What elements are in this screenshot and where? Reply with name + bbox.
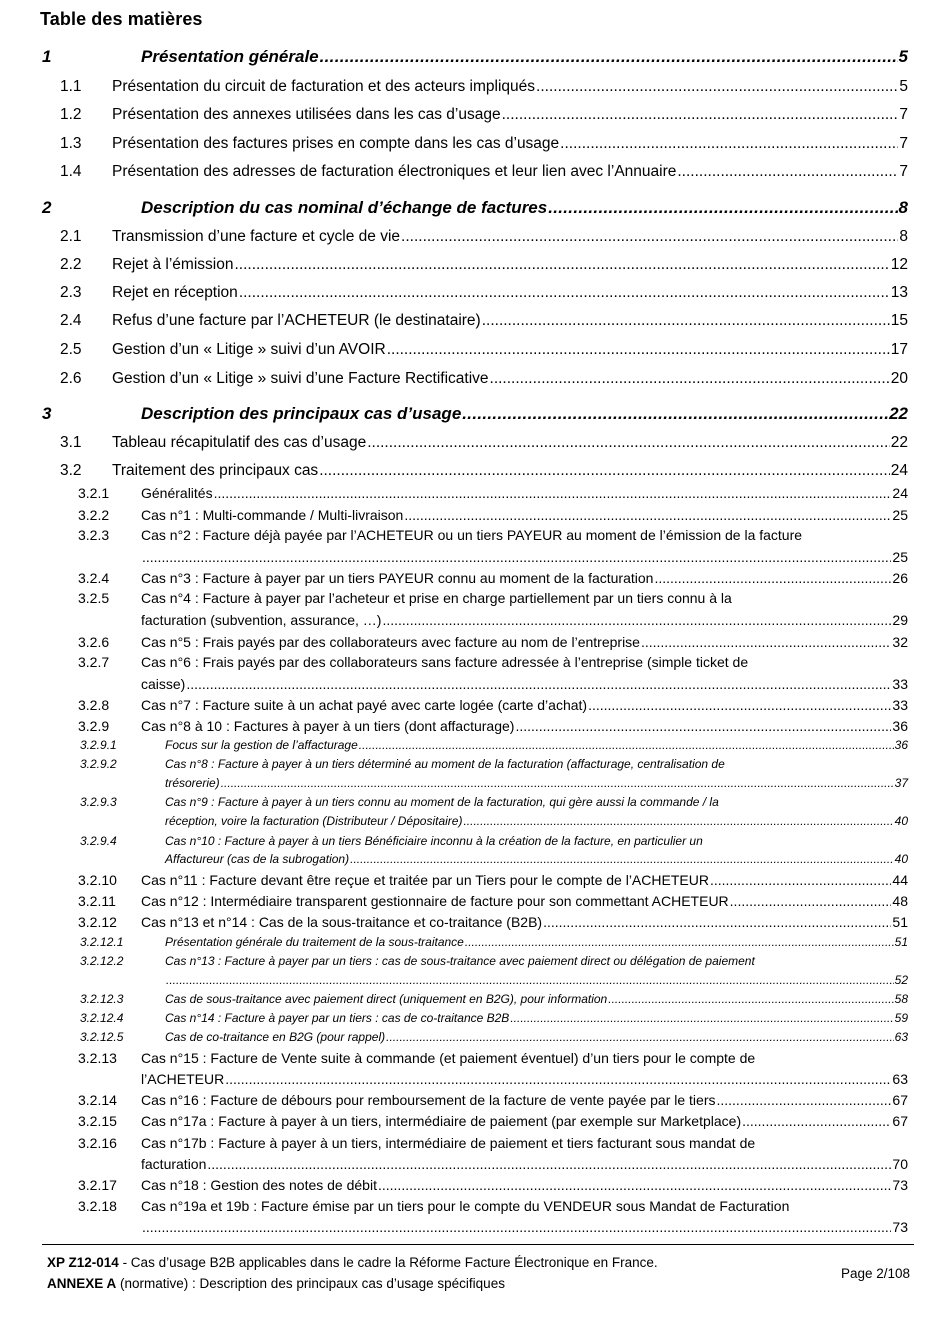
toc-entry-number: 3.2.17 [78, 1177, 117, 1193]
toc-leader-dots [221, 776, 894, 790]
toc-entry-number: 3.2.10 [78, 872, 117, 888]
toc-entry-page: 51 [894, 935, 908, 949]
toc-entry-number: 2.4 [60, 312, 82, 329]
toc-leader-dots [536, 78, 898, 96]
toc-entry-number: 2 [42, 198, 52, 217]
toc-entry-number: 3.2.2 [78, 507, 110, 523]
toc-entry-page: 59 [894, 1011, 908, 1025]
toc-entry-page: 51 [892, 914, 908, 930]
toc-entry-page: 26 [892, 570, 908, 586]
toc-entry-title: Cas n°9 : Facture à payer à un tiers connu au moment de la facturation, qui gère aussi la commande / la [165, 795, 719, 809]
toc-leader-dots [463, 814, 893, 828]
toc-entry-number: 3.2.4 [78, 570, 110, 586]
page-number: Page 2/108 [840, 1266, 910, 1281]
toc-leader-dots [225, 1071, 891, 1087]
toc-entry-title: Cas n°13 : Facture à payer par un tiers : cas de sous-traitance avec paiement direct ou délégation de paiement [165, 954, 755, 968]
toc-entry-page: 33 [892, 676, 908, 692]
toc-entry-number: 1.3 [60, 135, 82, 152]
toc-entry-title: Cas n°1 : Multi-commande / Multi-livraison [141, 507, 404, 523]
toc-leader-dots [387, 341, 890, 359]
toc-entry-page: 24 [892, 485, 908, 501]
toc-entry-title: Cas n°18 : Gestion des notes de débit [141, 1177, 377, 1193]
footer-line-1 [47, 1255, 658, 1270]
toc-entry-title: Cas n°16 : Facture de débours pour remboursement de la facture de vente payée par le tiers [141, 1092, 716, 1108]
toc-entry-page: 25 [892, 507, 908, 523]
toc-entry-number: 3.2.14 [78, 1092, 117, 1108]
toc-entry-page: 7 [899, 163, 908, 180]
toc-entry-page: 58 [894, 992, 908, 1006]
toc-entry-page: 36 [892, 718, 908, 734]
toc-entry-title: Présentation générale [141, 47, 319, 66]
toc-entry-number: 2.3 [60, 284, 82, 301]
toc-entry-title: Cas n°15 : Facture de Vente suite à commande (et paiement éventuel) d’un tiers pour le compte de [141, 1050, 756, 1066]
toc-leader-dots [465, 935, 894, 949]
toc-leader-dots [320, 47, 898, 67]
toc-entry-number: 3.2.12.4 [80, 1011, 124, 1025]
toc-entry-page: 36 [894, 738, 908, 752]
toc-leader-dots [742, 1113, 891, 1129]
toc-entry-number: 1.4 [60, 163, 82, 180]
toc-entry-page: 8 [899, 228, 908, 245]
toc-entry-title: Cas n°17b : Facture à payer à un tiers, intermédiaire de paiement et tiers facturant sous mandat de [141, 1135, 756, 1151]
toc-entry-title: Gestion d’un « Litige » suivi d’un AVOIR [112, 341, 386, 358]
toc-entry-title: Présentation des factures prises en compte dans les cas d’usage [112, 135, 560, 152]
toc-entry-title: Présentation générale du traitement de la sous-traitance [165, 935, 464, 949]
toc-leader-dots [382, 612, 891, 628]
toc-entry-title: Cas de co-traitance en B2G (pour rappel) [165, 1030, 386, 1044]
toc-entry-number: 3.2.12.2 [80, 954, 124, 968]
footer-annex-text: (normative) : Description des principaux cas d’usage spécifiques [116, 1276, 505, 1291]
toc-entry-number: 3.2.5 [78, 590, 110, 606]
toc-leader-dots [404, 507, 891, 523]
toc-entry-page: 37 [894, 776, 908, 790]
toc-leader-dots [234, 256, 889, 274]
toc-leader-dots [608, 992, 893, 1006]
toc-entry-number: 3.1 [60, 434, 82, 451]
toc-entry-number: 3 [42, 404, 52, 423]
toc-entry-number: 3.2.12.5 [80, 1030, 124, 1044]
toc-entry-page: 67 [892, 1113, 908, 1129]
toc-entry-page: 17 [890, 341, 908, 358]
toc-entry-number: 3.2.8 [78, 697, 110, 713]
footer-doc-ref: XP Z12-014 [47, 1255, 119, 1270]
toc-entry-title: Affactureur (cas de la subrogation) [165, 852, 350, 866]
toc-entry-page: 67 [892, 1092, 908, 1108]
toc-leader-dots [462, 404, 888, 424]
toc-entry-number: 3.2.6 [78, 634, 110, 650]
toc-entry-page: 15 [890, 312, 908, 329]
toc-entry-page: 22 [890, 434, 908, 451]
toc-entry-title: Cas n°13 et n°14 : Cas de la sous-traitance et co-traitance (B2B) [141, 914, 543, 930]
toc-entry-title: facturation (subvention, assurance, …) [141, 612, 382, 628]
toc-entry-number: 3.2 [60, 462, 82, 479]
toc-leader-dots [502, 106, 899, 124]
toc-leader-dots [350, 852, 894, 866]
toc-entry-title: Transmission d’une facture et cycle de vie [112, 228, 401, 245]
toc-entry-number: 3.2.7 [78, 654, 110, 670]
toc-entry-number: 3.2.9.1 [80, 738, 117, 752]
toc-entry-title: Cas n°10 : Facture à payer à un tiers Bénéficiaire inconnu à la création de la facture, en particulier un [165, 834, 703, 848]
toc-leader-dots [142, 549, 891, 565]
toc-leader-dots [654, 570, 891, 586]
toc-leader-dots [214, 485, 892, 501]
toc-leader-dots [142, 1219, 891, 1235]
toc-leader-dots [588, 697, 891, 713]
toc-entry-title: Cas n°11 : Facture devant être reçue et traitée par un Tiers pour le compte de l’ACHETEUR [141, 872, 709, 888]
toc-entry-page: 25 [892, 549, 908, 565]
toc-entry-title: Présentation des annexes utilisées dans les cas d’usage [112, 106, 501, 123]
toc-title: Table des matières [40, 9, 203, 29]
toc-entry-page: 48 [892, 893, 908, 909]
toc-entry-title: Présentation des adresses de facturation électroniques et leur lien avec l’Annuaire [112, 163, 677, 180]
toc-leader-dots [641, 634, 891, 650]
toc-entry-title: Cas de sous-traitance avec paiement direct (uniquement en B2G), pour information [165, 992, 608, 1006]
toc-entry-title: Cas n°17a : Facture à payer à un tiers, intermédiaire de paiement (par exemple sur Marketplace) [141, 1113, 742, 1129]
toc-entry-title: Cas n°7 : Facture suite à un achat payé avec carte logée (carte d’achat) [141, 697, 588, 713]
toc-leader-dots [515, 718, 891, 734]
toc-entry-title: Généralités [141, 485, 213, 501]
toc-entry-number: 3.2.9.2 [80, 757, 117, 771]
toc-entry-title: facturation [141, 1156, 207, 1172]
toc-entry-number: 3.2.9.4 [80, 834, 117, 848]
toc-entry-page: 73 [892, 1177, 908, 1193]
toc-entry-page: 20 [890, 370, 908, 387]
toc-entry-number: 3.2.18 [78, 1198, 117, 1214]
toc-leader-dots [239, 284, 890, 302]
toc-entry-title: réception, voire la facturation (Distributeur / Dépositaire) [165, 814, 463, 828]
toc-leader-dots [386, 1030, 894, 1044]
toc-entry-page: 13 [890, 284, 908, 301]
toc-entry-title: Présentation du circuit de facturation et des acteurs impliqués [112, 78, 536, 95]
toc-entry-number: 3.2.3 [78, 527, 110, 543]
toc-entry-title: Cas n°8 : Facture à payer à un tiers déterminé au moment de la facturation (affacturage, centralisation de [165, 757, 725, 771]
toc-entry-number: 3.2.15 [78, 1113, 117, 1129]
toc-entry-title: Cas n°4 : Facture à payer par l’acheteur et prise en charge partiellement par un tiers connu à la [141, 590, 732, 606]
toc-leader-dots [677, 163, 898, 181]
toc-entry-number: 1.2 [60, 106, 82, 123]
toc-entry-number: 3.2.9.3 [80, 795, 117, 809]
toc-entry-page: 8 [898, 198, 908, 217]
footer-doc-title: - Cas d’usage B2B applicables dans le cadre la Réforme Facture Électronique en France. [118, 1255, 658, 1270]
toc-entry-number: 3.2.12.3 [80, 992, 124, 1006]
toc-entry-page: 7 [899, 135, 908, 152]
toc-leader-dots [490, 370, 890, 388]
toc-leader-dots [378, 1177, 891, 1193]
toc-leader-dots [730, 893, 892, 909]
toc-leader-dots [548, 198, 897, 218]
toc-entry-page: 52 [894, 973, 908, 987]
toc-entry-number: 3.2.12 [78, 914, 117, 930]
toc-entry-number: 2.2 [60, 256, 82, 273]
toc-leader-dots [207, 1156, 891, 1172]
footer-line-2 [47, 1276, 505, 1291]
toc-entry-page: 63 [894, 1030, 908, 1044]
toc-leader-dots [401, 228, 898, 246]
toc-entry-title: trésorerie) [165, 776, 220, 790]
toc-entry-title: Gestion d’un « Litige » suivi d’une Facture Rectificative [112, 370, 489, 387]
toc-entry-number: 2.6 [60, 370, 82, 387]
toc-entry-page: 33 [892, 697, 908, 713]
toc-entry-title: Cas n°14 : Facture à payer par un tiers : cas de co-traitance B2B [165, 1011, 510, 1025]
toc-entry-number: 3.2.1 [78, 485, 110, 501]
toc-entry-page: 40 [894, 852, 908, 866]
toc-entry-title: l’ACHETEUR [141, 1071, 225, 1087]
toc-entry-title: Cas n°5 : Frais payés par des collaborateurs avec facture au nom de l’entreprise [141, 634, 640, 650]
toc-entry-number: 3.2.9 [78, 718, 110, 734]
toc-entry-title: Cas n°8 à 10 : Factures à payer à un tiers (dont affacturage) [141, 718, 515, 734]
toc-entry-number: 3.2.12.1 [80, 935, 124, 949]
footer-annex-label: ANNEXE A [47, 1276, 117, 1291]
toc-entry-page: 22 [889, 404, 908, 423]
toc-entry-title: Cas n°12 : Intermédiaire transparent gestionnaire de facture pour son commettant ACHETEUR [141, 893, 729, 909]
toc-entry-title: caisse) [141, 676, 186, 692]
toc-entry-number: 2.1 [60, 228, 82, 245]
footer-divider [42, 1244, 914, 1245]
toc-entry-page: 24 [890, 462, 908, 479]
toc-entry-page: 63 [892, 1071, 908, 1087]
toc-entry-page: 73 [892, 1219, 908, 1235]
toc-leader-dots [710, 872, 891, 888]
toc-entry-title: Cas n°3 : Facture à payer par un tiers PAYEUR connu au moment de la facturation [141, 570, 654, 586]
toc-entry-page: 44 [892, 872, 908, 888]
toc-entry-title: Refus d’une facture par l’ACHETEUR (le destinataire) [112, 312, 481, 329]
toc-entry-title: Traitement des principaux cas [112, 462, 319, 479]
toc-leader-dots [482, 312, 890, 330]
toc-entry-page: 12 [890, 256, 908, 273]
toc-entry-page: 5 [898, 47, 908, 66]
toc-entry-page: 7 [899, 106, 908, 123]
toc-leader-dots [186, 676, 891, 692]
toc-leader-dots [560, 135, 898, 153]
toc-entry-page: 32 [892, 634, 908, 650]
toc-leader-dots [716, 1092, 891, 1108]
toc-leader-dots [367, 434, 890, 452]
toc-entry-number: 3.2.16 [78, 1135, 117, 1151]
toc-entry-title: Rejet en réception [112, 284, 238, 301]
toc-entry-page: 70 [892, 1156, 908, 1172]
toc-leader-dots [359, 738, 894, 752]
toc-entry-number: 1.1 [60, 78, 82, 95]
toc-entry-title: Rejet à l’émission [112, 256, 234, 273]
toc-entry-title: Description des principaux cas d’usage [141, 404, 462, 423]
toc-entry-number: 2.5 [60, 341, 82, 358]
toc-entry-title: Focus sur la gestion de l’affacturage [165, 738, 358, 752]
toc-entry-title: Cas n°19a et 19b : Facture émise par un tiers pour le compte du VENDEUR sous Mandat de Facturation [141, 1198, 790, 1214]
toc-entry-page: 29 [892, 612, 908, 628]
toc-entry-title: Cas n°2 : Facture déjà payée par l’ACHETEUR ou un tiers PAYEUR au moment de l’émission de la facture [141, 527, 803, 543]
toc-leader-dots [543, 914, 891, 930]
toc-entry-page: 40 [894, 814, 908, 828]
toc-entry-number: 1 [42, 47, 52, 66]
toc-entry-title: Cas n°6 : Frais payés par des collaborateurs sans facture adressée à l’entreprise (simple ticket de [141, 654, 749, 670]
toc-leader-dots [510, 1011, 893, 1025]
toc-entry-number: 3.2.13 [78, 1050, 117, 1066]
toc-leader-dots [319, 462, 890, 480]
toc-leader-dots [166, 973, 894, 987]
toc-entry-number: 3.2.11 [78, 893, 116, 909]
toc-entry-page: 5 [899, 78, 908, 95]
toc-entry-title: Description du cas nominal d’échange de factures [141, 198, 548, 217]
toc-entry-title: Tableau récapitulatif des cas d’usage [112, 434, 367, 451]
